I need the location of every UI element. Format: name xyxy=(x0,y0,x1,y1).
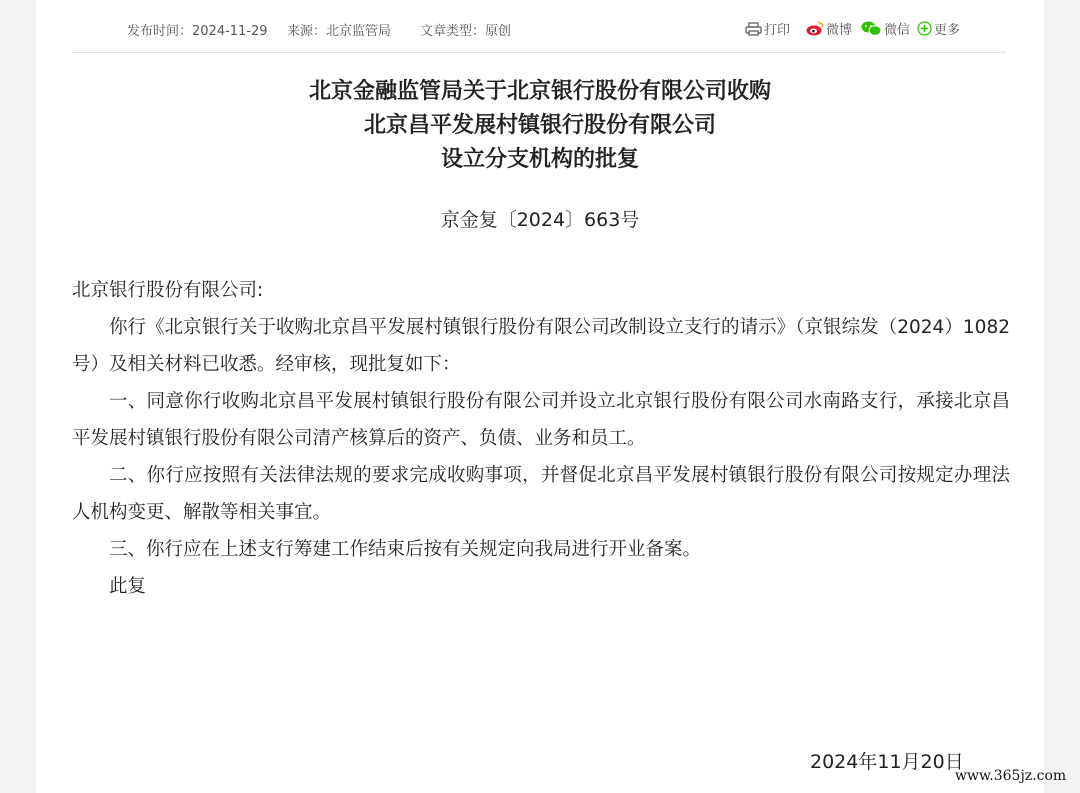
closing-remark: 此复 xyxy=(109,576,147,597)
body-paragraph: 三、你行应在上述支行筹建工作结束后按有关规定向我局进行开业备案。 xyxy=(109,539,702,560)
wechat-icon xyxy=(861,21,882,36)
share-weibo-button[interactable] xyxy=(806,19,852,38)
body-paragraph: 你行《北京银行关于收购北京昌平发展村镇银行股份有限公司改制设立支行的请示》（京银综发（2024）1082号）及相关材料已收悉。经审核，现批复如下： xyxy=(72,317,1010,375)
issue-date: 2024年11月20日 xyxy=(810,751,964,773)
article-type: 文章类型：原创 xyxy=(420,24,512,39)
publish-date: 发布时间：2024-11-29 xyxy=(127,24,268,39)
print-button[interactable] xyxy=(745,19,790,38)
weibo-label: 微博 xyxy=(826,23,853,38)
more-label: 更多 xyxy=(934,23,961,38)
document-body xyxy=(72,309,1010,605)
title-line: 设立分支机构的批复 xyxy=(440,147,639,172)
printer-icon xyxy=(745,22,762,36)
title-line: 北京昌平发展村镇银行股份有限公司 xyxy=(363,113,716,138)
title-line: 北京金融监管局关于北京银行股份有限公司收购 xyxy=(308,79,771,104)
print-label: 打印 xyxy=(764,23,791,38)
page-title xyxy=(36,75,1044,177)
share-wechat-button[interactable] xyxy=(861,19,910,38)
body-paragraph: 二、你行应按照有关法律法规的要求完成收购事项，并督促北京昌平发展村镇银行股份有限公司按规定办理法人机构变更、解散等相关事宜。 xyxy=(72,465,1010,523)
document-number: 京金复〔2024〕663号 xyxy=(440,209,640,231)
share-more-button[interactable] xyxy=(917,19,960,38)
article-source: 来源：北京监管局 xyxy=(287,24,392,39)
body-paragraph: 一、同意你行收购北京昌平发展村镇银行股份有限公司并设立北京银行股份有限公司水南路支行，承接北京昌平发展村镇银行股份有限公司清产核算后的资产、负债、业务和员工。 xyxy=(72,391,1010,449)
weibo-icon xyxy=(806,21,824,36)
article-meta-bar xyxy=(71,0,1006,53)
salutation: 北京银行股份有限公司: xyxy=(72,280,264,301)
plus-circle-icon xyxy=(917,21,932,36)
wechat-label: 微信 xyxy=(884,23,911,38)
site-watermark: www.365jz.com xyxy=(955,768,1067,784)
